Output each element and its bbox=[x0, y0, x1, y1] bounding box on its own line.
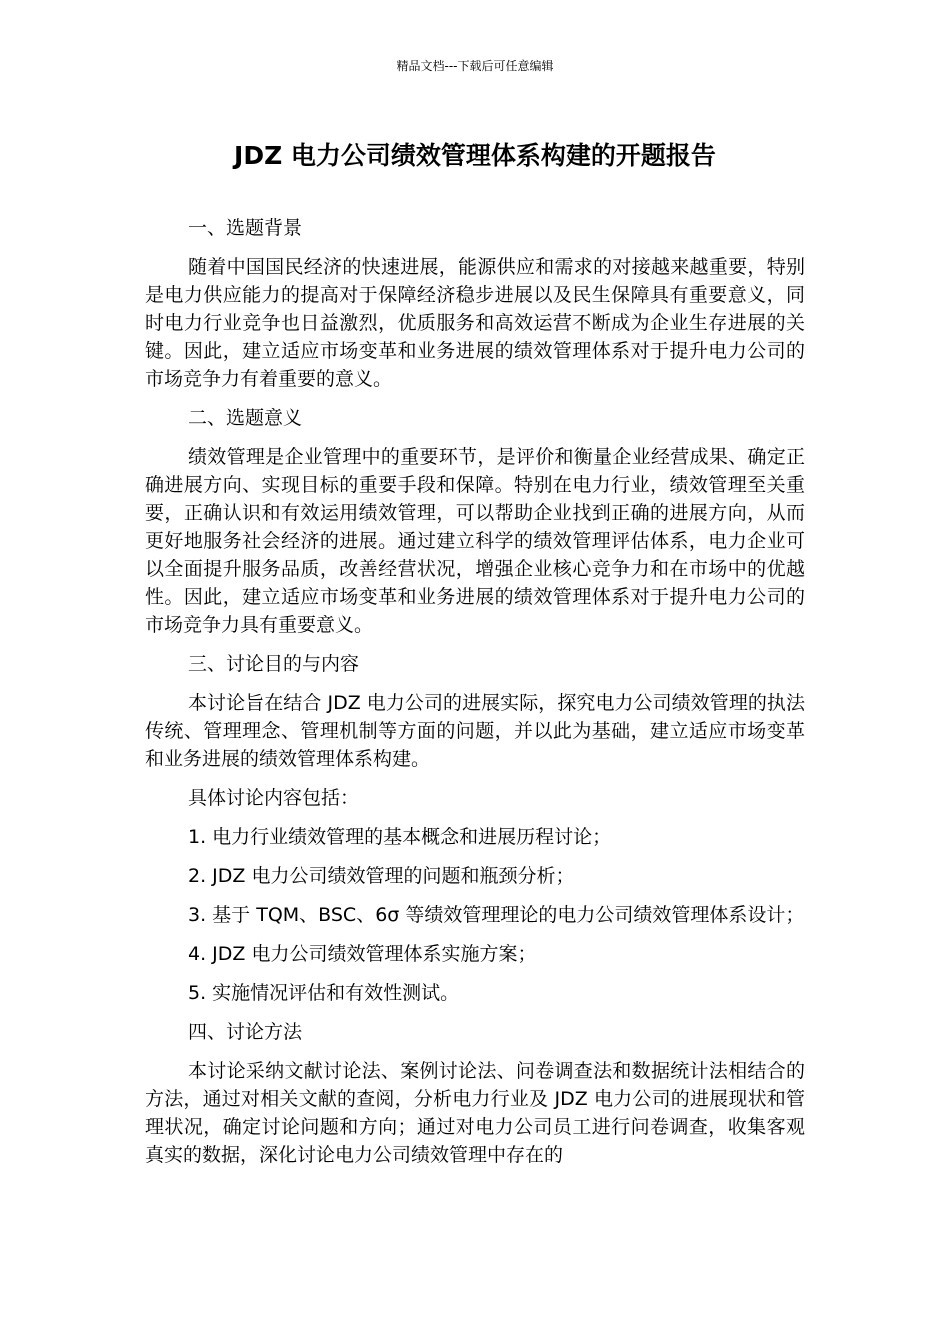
header-note: 精品文档---下载后可任意编辑 bbox=[396, 59, 554, 73]
section-heading-method: 四、讨论方法 bbox=[188, 1021, 303, 1043]
paragraph-method: 本讨论采纳文献讨论法、案例讨论法、问卷调查法和数据统计法相结合的方法，通过对相关文献的查阅，分析电力行业及 JDZ 电力公司的进展现状和管理状况，确定讨论问题和方向；通过对电力公司员工进行问卷调查，收集客观真实的数据，深化讨论电力公司绩效管理中存在的 bbox=[145, 1060, 805, 1166]
section-heading-purpose: 三、讨论目的与内容 bbox=[188, 653, 360, 675]
document-title: JDZ 电力公司绩效管理体系构建的开题报告 bbox=[234, 141, 716, 170]
list-item: 5. 实施情况评估和有效性测试。 bbox=[188, 982, 460, 1004]
paragraph-significance: 绩效管理是企业管理中的重要环节，是评价和衡量企业经营成果、确定正确进展方向、实现目标的重要手段和保障。特别在电力行业，绩效管理至关重要，正确认识和有效运用绩效管理，可以帮助企业找到正确的进展方向，从而更好地服务社会经济的进展。通过建立科学的绩效管理评估体系，电力企业可以全面提升服务品质，改善经营状况，增强企业核心竞争力和在市场中的优越性。因此，建立适应市场变革和业务进展的绩效管理体系对于提升电力公司的市场竞争力具有重要意义。 bbox=[145, 446, 805, 636]
paragraph-background: 随着中国国民经济的快速进展，能源供应和需求的对接越来越重要，特别是电力供应能力的提高对于保障经济稳步进展以及民生保障具有重要意义，同时电力行业竞争也日益激烈，优质服务和高效运营不断成为企业生存进展的关键。因此，建立适应市场变革和业务进展的绩效管理体系对于提升电力公司的市场竞争力有着重要的意义。 bbox=[145, 256, 805, 390]
section-heading-background: 一、选题背景 bbox=[188, 217, 303, 239]
document-body bbox=[145, 214, 805, 1180]
paragraph-content-intro: 具体讨论内容包括： bbox=[188, 787, 360, 809]
paragraph-purpose: 本讨论旨在结合 JDZ 电力公司的进展实际，探究电力公司绩效管理的执法传统、管理理念、管理机制等方面的问题，并以此为基础，建立适应市场变革和业务进展的绩效管理体系构建。 bbox=[145, 692, 805, 770]
list-item: 3. 基于 TQM、BSC、6σ 等绩效管理理论的电力公司绩效管理体系设计； bbox=[188, 904, 805, 926]
section-heading-significance: 二、选题意义 bbox=[188, 407, 303, 429]
list-item: 4. JDZ 电力公司绩效管理体系实施方案； bbox=[188, 943, 537, 965]
list-item: 2. JDZ 电力公司绩效管理的问题和瓶颈分析； bbox=[188, 865, 575, 887]
list-item: 1. 电力行业绩效管理的基本概念和进展历程讨论； bbox=[188, 826, 612, 848]
